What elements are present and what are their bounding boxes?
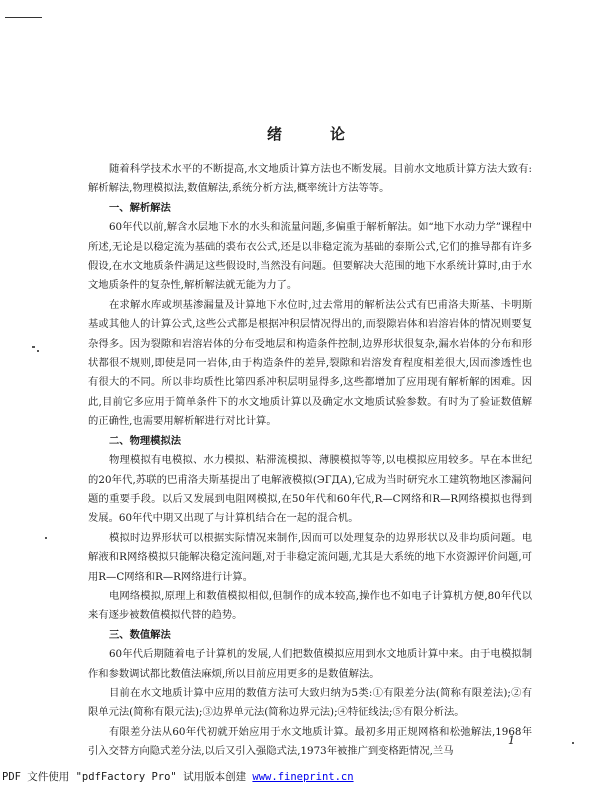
footer-text: PDF 文件使用 "pdfFactory Pro" 试用版本创建 [2, 771, 253, 783]
paragraph: 在求解水库或坝基渗漏量及计算地下水位时,过去常用的解析法公式有巴甫洛夫斯基、卡明斯基或其他人的计算公式,这些公式都是根据冲积层情况得出的,而裂隙岩体和岩溶岩体的情况则要复杂得多。因为裂隙和岩溶岩体的分布受地层和构造条件控制,边界形状很复杂,漏水岩体的分布和形状都很不规则,即使是同一岩体,由于构造条件的差异,裂隙和岩溶发育程度相差很大,因而渗透性也有很大的不同。所以非均质性比第四系冲积层明显得多,这些都增加了应用现有解析解的困难。因此,目前它多应用于简单条件下的水文地质计算以及确定水文地质试验参数。有时为了验证数值解的正确性,也需要用解析解进行对比计算。 [88, 298, 532, 428]
section-heading-numerical: 三、数值解法 [109, 628, 171, 641]
section-heading-physical-model: 二、物理模拟法 [109, 434, 182, 447]
page-number: 1 [508, 734, 515, 747]
scan-speck [37, 350, 39, 352]
paragraph-intro: 随着科学技术水平的不断提高,水文地质计算方法也不断发展。目前水文地质计算方法大致有:解析解法,物理模拟法,数值解法,系统分析方法,概率统计方法等等。 [88, 163, 532, 195]
section-heading-analytical: 一、解析解法 [109, 201, 171, 214]
title-char-1: 绪 [266, 125, 282, 143]
footer-link[interactable]: www.fineprint.cn [252, 771, 354, 783]
paragraph: 模拟时边界形状可以根据实际情况来制作,因而可以处理复杂的边界形状以及非均质问题。电解液和R网络模拟只能解决稳定流问题,对于非稳定流问题,尤其是大系统的地下水资源评价问题,可用R—C网络和R—R网络进行计算。 [88, 531, 532, 583]
page-title [0, 123, 612, 144]
body-text [88, 160, 532, 762]
paragraph: 60年代后期随着电子计算机的发展,人们把数值模拟应用到水文地质计算中来。由于电模拟制作和参数调试都比数值法麻烦,所以目前应用更多的是数值解法。 [88, 648, 532, 680]
paragraph: 有限差分法从60年代初就开始应用于水文地质计算。最初多用正规网格和松弛解法,1968年引入交替方向隐式差分法,以后又引入强隐式法,1973年被推广到变格距情况,兰马 [88, 725, 532, 758]
title-char-2: 论 [330, 125, 346, 143]
scan-speck [572, 742, 574, 744]
paragraph: 目前在水文地质计算中应用的数值方法可大致归纳为5类:①有限差分法(简称有限差法);②有限单元法(简称有限元法);③边界单元法(简称边界元法);④特征线法;⑤有限分析法。 [88, 686, 532, 719]
scan-speck [45, 537, 47, 539]
scan-speck [32, 346, 35, 348]
paragraph: 60年代以前,解含水层地下水的水头和流量问题,多偏重于解析解法。如“地下水动力学”课程中所述,无论是以稳定流为基础的裘布衣公式,还是以非稳定流为基础的泰斯公式,它们的推导都有许多假设,在水文地质条件满足这些假设时,当然没有问题。但要解决大范围的地下水系统计算时,由于水文地质条件的复杂性,解析解法就无能为力了。 [88, 221, 532, 292]
paragraph: 电网络模拟,原理上和数值模拟相似,但制作的成本较高,操作也不如电子计算机方便,80年代以来有逐步被数值模拟代替的趋势。 [88, 589, 532, 622]
pdf-watermark-footer [2, 769, 354, 784]
paragraph: 物理模拟有电模拟、水力模拟、粘滞流模拟、薄膜模拟等等,以电模拟应用较多。早在本世纪的20年代,苏联的巴甫洛夫斯基提出了电解液模拟(ЭГДА),它成为当时研究水工建筑物地区渗漏问题的重要手段。以后又发展到电阻网模拟,在50年代和60年代,R—C网络和R—R网络模拟也得到发展。60年代中期又出现了与计算机结合在一起的混合机。 [88, 454, 532, 525]
header-rule [5, 17, 42, 18]
